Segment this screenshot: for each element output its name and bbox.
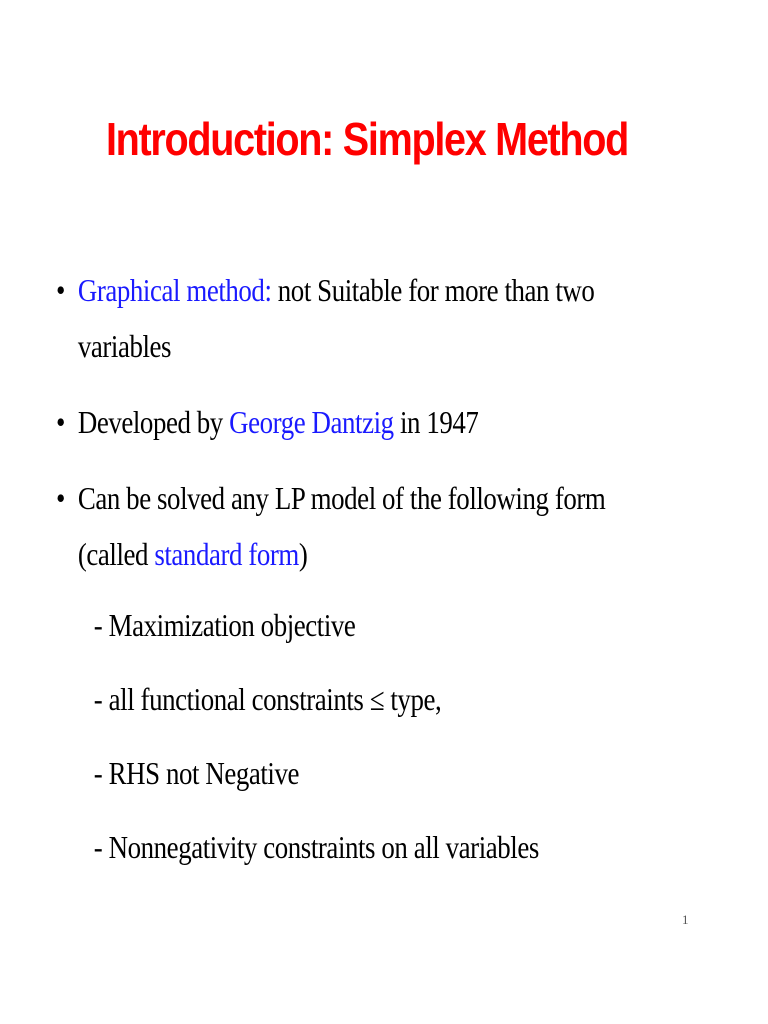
- bullet-graphical-method: [56, 262, 666, 374]
- bullet-text: (called: [77, 536, 155, 572]
- bullet-line: [78, 262, 666, 318]
- sub-item-maximization: - Maximization objective: [93, 607, 356, 643]
- bullet-line-continuation: variables: [77, 328, 172, 364]
- bullet-line: [78, 394, 666, 450]
- bullet-text: ): [298, 536, 308, 572]
- bullet-standard-form: [56, 470, 666, 582]
- bullet-text: Developed by: [77, 404, 230, 440]
- slide-body: [56, 262, 696, 884]
- sub-item-rhs: - RHS not Negative: [93, 755, 300, 791]
- bullet-dot: •: [56, 480, 65, 516]
- bullet-text: in 1947: [393, 404, 479, 440]
- bullet-dot: •: [56, 272, 65, 308]
- bullet-developed-by: [56, 394, 666, 450]
- page-number: 1: [682, 912, 689, 927]
- bullet-line: Can be solved any LP model of the following form: [77, 480, 606, 516]
- sub-item-constraints: - all functional constraints ≤ type,: [93, 681, 442, 717]
- bullet-dot: •: [56, 404, 65, 440]
- highlight-george-dantzig: George Dantzig: [229, 404, 394, 440]
- slide-title: Introduction: Simplex Method: [105, 113, 629, 165]
- highlight-graphical-method: Graphical method:: [77, 272, 272, 308]
- bullet-text: not Suitable for more than two: [271, 272, 595, 308]
- highlight-standard-form: standard form: [154, 536, 299, 572]
- bullet-line-continuation: [78, 526, 666, 582]
- sub-item-nonnegativity: - Nonnegativity constraints on all variables: [93, 829, 539, 865]
